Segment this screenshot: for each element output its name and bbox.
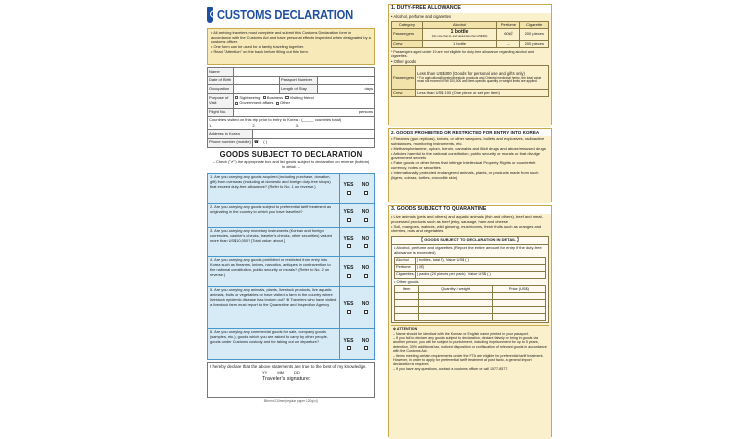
q2-no-checkbox[interactable] (364, 218, 368, 222)
perfume-detail-input[interactable]: ( ㎖) (415, 264, 545, 271)
phone-icon: ☎ (253, 139, 259, 145)
business-checkbox[interactable] (263, 96, 266, 99)
declaration-box (207, 362, 375, 398)
form-header (207, 4, 375, 26)
yes-label: YES (343, 209, 354, 216)
no-label: NO (361, 235, 370, 242)
alcohol-header: • Alcohol, perfume and cigarettes (391, 13, 451, 19)
business-label: Business (266, 94, 284, 100)
other-goods-table (391, 65, 549, 97)
duty-free-section (388, 4, 552, 125)
item-input[interactable] (395, 314, 419, 321)
no-label: NO (361, 337, 370, 344)
no-label: NO (361, 301, 370, 308)
form-back (388, 4, 552, 434)
item-input[interactable] (395, 307, 419, 314)
yes-label: YES (343, 235, 354, 242)
yes-label: YES (343, 337, 354, 344)
perfume-cell: – (497, 40, 520, 47)
question-text: 4. Are you carrying any goods prohibited or restricted from entry into Korea such as firearms, knives, narcotics, antiques in contravention to the national constitution, public security or morals? (Refer to No. 2 on reverse.) (208, 257, 340, 286)
question-text: 1. Are you carrying any goods acquired (including purchase, donation, gift) from overseas (including at domestic and foreign duty-free shops) that exceed duty-free allowance? (Refer to No. 1 on reverse.) (208, 174, 340, 203)
form-front (207, 4, 375, 434)
q3-yes-checkbox[interactable] (347, 244, 351, 248)
days-unit: days (364, 85, 373, 91)
price-input[interactable] (492, 314, 545, 321)
alcohol-detail-input[interactable]: ( bottles, total ℓ), Value US$ ( ) (415, 257, 545, 264)
government-label: Government affairs (239, 100, 274, 106)
yes-label: YES (343, 265, 354, 272)
col-header: Alcohol (422, 21, 497, 28)
q6-yes-checkbox[interactable] (347, 346, 351, 350)
passengers-other-cell: Less than US$400 (Goods for personal use and gifts only) * For agricultural/forestry/livestock products and Oriental medicinal herbs, the total value must not exceed KRW 100,000 and item-specific quantity or weight limits are applied. (416, 66, 549, 90)
year-label: YY (262, 369, 268, 375)
detail-box (391, 236, 549, 323)
sightseeing-checkbox[interactable] (235, 96, 238, 99)
other-checkbox[interactable] (276, 102, 279, 105)
month-label: MM (277, 369, 285, 375)
yes-label: YES (343, 182, 354, 189)
no-label: NO (361, 265, 370, 272)
q3-no-checkbox[interactable] (364, 244, 368, 248)
cigarettes-label: Cigarettes (396, 271, 414, 277)
question-row (208, 287, 374, 329)
day-label: DD (294, 369, 300, 375)
countries-label: Countries visited on this trip prior to entry to Korea : (_____ countries total) (209, 117, 342, 123)
attention-item: – If you fail to declare any goods subject to declaration, declare falsely or bring in goods via another person, you will be subject to punishment, including imprisonment for up to 5 years, detention, 30% additional tax, noticed disposition or confiscation of relevant goods in accordance with the Customs Act. (393, 336, 547, 354)
cigarette-cell: 200 pieces (520, 40, 549, 47)
dob-input[interactable] (234, 76, 280, 85)
notice-line: • One form can be used for a family traveling together. (211, 44, 305, 50)
government-checkbox[interactable] (235, 102, 238, 105)
address-input[interactable] (252, 130, 374, 139)
passport-label: Passport Number (280, 76, 318, 85)
perfume-cell: 60㎖ (497, 28, 520, 40)
q1-yes-checkbox[interactable] (347, 191, 351, 195)
contact-table (207, 129, 375, 147)
signature-field[interactable]: Traveler's signature: (262, 376, 311, 383)
qty-input[interactable] (419, 293, 493, 300)
qty-header: Quantity / weight (419, 286, 493, 293)
q5-yes-checkbox[interactable] (347, 310, 351, 314)
yes-label: YES (343, 301, 354, 308)
question-row (208, 257, 374, 287)
q4-no-checkbox[interactable] (364, 274, 368, 278)
attention-box (391, 325, 549, 372)
attention-item: – Name should be identical with the Korean or English name printed in your passport. (393, 331, 529, 336)
item-input[interactable] (395, 293, 419, 300)
section-title: 2. GOODS PROHIBITED OR RESTRICTED FOR ENTRY INTO KOREA (391, 130, 540, 135)
col-header: Category (392, 21, 423, 28)
traveler-info-table (207, 67, 375, 117)
countries-visited (207, 117, 375, 129)
list-item: • Internationally protected endangered animals, plants, or products made from such (tigers, cobras, turtles, crocodile skin) (391, 169, 539, 180)
list-item: • Methamphetamine, opium, heroin, cannabis and illicit drugs and abuse/misused drugs (391, 145, 546, 151)
alcohol-cell: 1 bottle (No more than 1L and valued less than US$400) (422, 28, 497, 40)
under19-note: * Passengers aged under 19 are not eligible for duty-free allowance regarding alcohol and cigarettes. (391, 49, 534, 59)
question-text: 2. Are you carrying any goods subject to preferential tariff treatment as originating in the country to which you have travelled? (208, 204, 340, 227)
alcohol-cell: 1 bottle (422, 40, 497, 47)
detail-table (394, 257, 546, 279)
list-item: • Fake goods or other items that infringe Intellectual Property Rights or counterfeit currency, notes or securities (391, 160, 536, 171)
customs-emblem-icon (207, 7, 213, 23)
item-input[interactable] (395, 300, 419, 307)
persons-unit: persons (358, 109, 373, 115)
country-1[interactable]: 1. (209, 122, 213, 128)
col-header: Perfume (497, 21, 520, 28)
passengers-label: Passengers (392, 28, 423, 40)
perfume-label: Perfume (395, 264, 416, 271)
cigarette-cell: 200 pieces (520, 28, 549, 40)
attention-item: – Items meeting certain requirements under the FTA are eligible for preferential tariff treatment. However, in order to apply for preferential tariff treatment at post facto, a general import declaration is required. (393, 353, 544, 367)
item-header: Item (395, 286, 419, 293)
crew-label: Crew (392, 90, 416, 97)
price-input[interactable] (492, 300, 545, 307)
allowance-table (391, 21, 549, 48)
question-text: 3. Are you carrying any monetary instruments (Korean and foreign currencies, cashier's checks, traveler's checks, other securities) valued more than US$10,000? [Total value: about ] (208, 228, 340, 256)
notice-line: • Read "Attention" on the back before filling out this form. (211, 48, 309, 54)
attention-title: ※ ATTENTION (393, 327, 418, 332)
list-item: • Live animals (pets and others) and aquatic animals (fish and others), beef and meat-processed products such as beef jerky, sausage, ham and cheese (391, 213, 543, 224)
question-row (208, 204, 374, 228)
paper-spec: 85mm×210mm(regular paper 120g/㎡) (263, 399, 319, 404)
other-label: Other (279, 100, 290, 106)
passport-input[interactable] (318, 76, 375, 85)
alcohol-label: Alcohol (395, 257, 416, 264)
sightseeing-label: Sightseeing (239, 94, 261, 100)
detail-intro: • Alcohol, perfume and cigarettes (Report the entire amount for entry if the duty-free allowance is exceeded) (394, 244, 542, 255)
phone-label: Phone number (mobile) (208, 138, 253, 147)
q2-yes-checkbox[interactable] (347, 218, 351, 222)
list-item: • Firearms (gun replicas), knives, or other weapons, bullets and explosives, radioactive substances, monitoring instruments, etc. (391, 136, 545, 147)
goods-subject-subtitle: – Check ("✔") the appropriate box and list goods subject to declaration on reverse (bottom) in detail. – (212, 159, 370, 170)
no-label: NO (361, 209, 370, 216)
phone-paren: ( ) (263, 139, 268, 145)
price-input[interactable] (492, 307, 545, 314)
no-label: NO (361, 182, 370, 189)
q5-no-checkbox[interactable] (364, 310, 368, 314)
price-header: Price (US$) (492, 286, 545, 293)
other-goods-detail-table (394, 285, 546, 321)
q1-no-checkbox[interactable] (364, 191, 368, 195)
notice-line: • All arriving travelers must complete and submit this Customs Declaration form in accordance with the Customs Act and have personal effects inspected when designated by a customs officer. (211, 30, 371, 45)
length-of-stay-label: Length of Stay (280, 85, 318, 94)
declaration-text: I hereby declare that the above statements are true to the best of my knowledge. (210, 364, 367, 370)
q4-yes-checkbox[interactable] (347, 274, 351, 278)
phone-input[interactable] (252, 138, 374, 147)
country-3[interactable]: 3. (295, 122, 299, 128)
goods-subject-title: GOODS SUBJECT TO DECLARATION (219, 148, 363, 159)
list-item: • Soil, mangoes, walnuts, wild ginseng, mushrooms, fresh fruits such as oranges and cherries, nuts and vegetables (391, 223, 542, 234)
question-text: 6. Are you carrying any commercial goods for sale, company goods (samples, etc.), goods which you are asked to carry by other people, goods under Customs custody and for taking out on departure? (208, 329, 340, 359)
visiting-friend-label: Visiting friend (289, 94, 314, 100)
flight-no-input[interactable] (234, 108, 375, 117)
col-header: Cigarette (520, 21, 549, 28)
list-item: • Articles harmful to the national constitution, public security or morals or that divulge government secrets (391, 150, 541, 161)
passengers-label: Passengers (392, 66, 416, 90)
notice-box (207, 28, 375, 65)
dob-label: Date of Birth (208, 76, 234, 85)
qty-input[interactable] (419, 307, 493, 314)
attention-item: – If you have any questions, contact a customs officer or call 1577-8577. (393, 366, 509, 371)
occupation-label: Occupation (208, 85, 234, 94)
prohibited-section (388, 128, 552, 202)
question-row (208, 228, 374, 257)
crew-label: Crew (392, 40, 423, 47)
question-row (208, 329, 374, 359)
length-of-stay-input[interactable] (318, 85, 375, 94)
name-input[interactable] (234, 68, 375, 77)
quarantine-section (388, 205, 552, 437)
name-label: Name (208, 68, 234, 77)
question-text: 5. Are you carrying any animals, plants, livestock products, live aquatic animals, fruits or vegetables or have visited a farm in the country where livestock epidemic disease has broken out? ※ Travelers who have visited a livestock farm must report to the Quarantine and Inspection Agency (208, 287, 340, 328)
country-2[interactable]: 2. (252, 122, 256, 128)
section-title: 3. GOODS SUBJECT TO QUARANTINE (391, 206, 487, 212)
crew-other-cell: Less than US$ 100 (One piece or set per item) (416, 90, 549, 97)
questions-box (207, 173, 375, 360)
qty-input[interactable] (419, 314, 493, 321)
occupation-input[interactable] (234, 85, 280, 94)
flight-no-label: Flight No. (208, 108, 234, 117)
other-goods-header: • Other goods (391, 58, 417, 64)
visiting-friend-checkbox[interactable] (285, 96, 288, 99)
question-row (208, 174, 374, 204)
purpose-options (234, 93, 375, 108)
form-title: CUSTOMS DECLARATION (216, 6, 353, 22)
other-goods-header: • Other goods (394, 278, 419, 284)
section-title: 1. DUTY-FREE ALLOWANCE (391, 5, 461, 11)
purpose-label: Purpose of Visit (208, 93, 234, 108)
date-fields[interactable] (262, 371, 372, 376)
price-input[interactable] (492, 293, 545, 300)
address-label: Address in Korea (208, 130, 253, 139)
detail-title: 【 GOODS SUBJECT TO DECLARATION IN DETAIL 】 (392, 237, 548, 245)
q6-no-checkbox[interactable] (364, 346, 368, 350)
qty-input[interactable] (419, 300, 493, 307)
cigarettes-detail-input[interactable]: ( packs (20 pieces per pack) Value US$ ( ) (415, 271, 545, 278)
